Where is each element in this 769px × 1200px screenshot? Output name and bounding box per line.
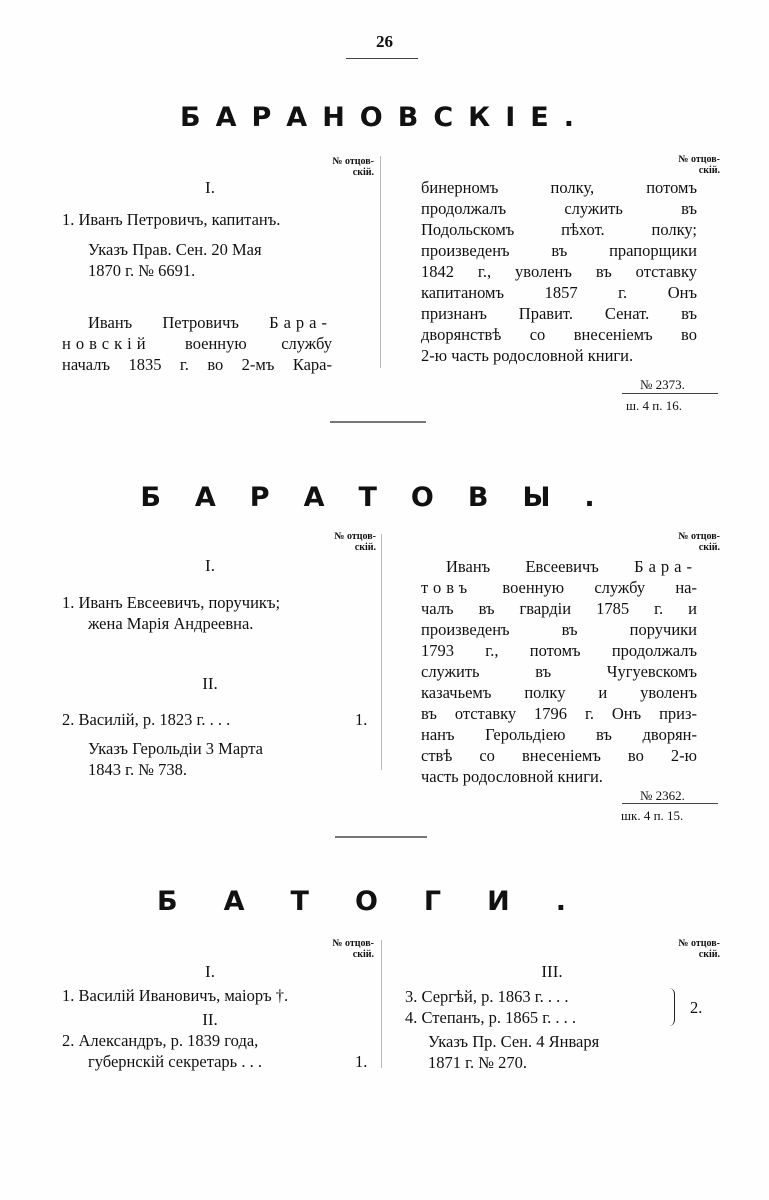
- person-entry: 3. Сергѣй, р. 1863 г. . . .: [405, 987, 569, 1006]
- decree-line: Указъ Герольдіи 3 Марта: [88, 739, 263, 758]
- bio-line: капитаномъ 1857 г. Онъ: [421, 283, 697, 302]
- bio-line: нанъ Герольдіею въ дворян-: [421, 725, 697, 744]
- column-header: № отцов- скій.: [678, 154, 720, 176]
- generation-numeral: I.: [205, 556, 215, 575]
- column-divider: [381, 534, 382, 770]
- family-heading: БАТОГИ.: [157, 886, 612, 917]
- section-divider: [330, 421, 426, 423]
- decree-line: 1870 г. № 6691.: [88, 261, 196, 280]
- archive-number: № 2362.: [640, 788, 685, 803]
- person-entry: 1. Иванъ Евсеевичъ, поручикъ;: [62, 593, 281, 612]
- decree-line: 1871 г. № 270.: [428, 1053, 528, 1072]
- right-column-text: [421, 177, 697, 345]
- archive-rule: [622, 803, 718, 804]
- bio-line: продолжалъ служить въ: [421, 199, 697, 218]
- father-reference: 1.: [355, 1052, 368, 1071]
- bio-line: ствѣ со внесеніемъ во 2-ю: [421, 746, 697, 765]
- bio-line: новскій военную службу: [62, 334, 332, 353]
- bio-line: часть родословной книги.: [421, 767, 603, 786]
- bio-line: началъ 1835 г. во 2-мъ Кара-: [62, 355, 332, 374]
- section-divider: [335, 836, 427, 838]
- column-header: № отцов- скій.: [678, 531, 720, 553]
- archive-number: № 2373.: [640, 377, 685, 392]
- bio-line: Иванъ Евсеевичъ Бара-: [446, 557, 697, 576]
- column-header: № отцов- скій.: [678, 938, 720, 960]
- person-entry: 2. Александръ, р. 1839 года,: [62, 1031, 259, 1050]
- shelf-reference: ш. 4 п. 16.: [626, 398, 682, 413]
- bio-line: товъ военную службу на-: [421, 578, 697, 597]
- bio-line: 1793 г., потомъ продолжалъ: [421, 641, 697, 660]
- father-reference: 2.: [690, 998, 703, 1017]
- bio-line: чалъ въ гвардіи 1785 г. и: [421, 599, 697, 618]
- right-column-text: [421, 598, 697, 766]
- father-reference: 1.: [355, 710, 368, 729]
- bio-line: дворянствѣ со внесеніемъ во: [421, 325, 697, 344]
- bio-line: произведенъ въ прапорщики: [421, 241, 697, 260]
- person-entry: жена Марія Андреевна.: [88, 614, 254, 633]
- bio-line: Иванъ Петровичъ Бара-: [88, 313, 332, 332]
- column-divider: [381, 940, 382, 1068]
- page-number: 26: [376, 32, 393, 51]
- generation-numeral: III.: [541, 962, 563, 981]
- bio-line: признанъ Правит. Сенат. въ: [421, 304, 697, 323]
- bio-line: бинерномъ полку, потомъ: [421, 178, 697, 197]
- archive-rule: [622, 393, 718, 394]
- generation-numeral: I.: [205, 178, 215, 197]
- family-heading: БАРАНОВСКІЕ.: [180, 102, 589, 133]
- column-header: № отцов- скій.: [332, 938, 374, 960]
- bio-line: служить въ Чугуевскомъ: [421, 662, 697, 681]
- generation-numeral: I.: [205, 962, 215, 981]
- generation-numeral: II.: [202, 674, 218, 693]
- bio-line: въ отставку 1796 г. Онъ приз-: [421, 704, 697, 723]
- decree-line: Указъ Прав. Сен. 20 Мая: [88, 240, 262, 259]
- grouping-brace: [668, 988, 675, 1026]
- family-heading: БАРАТОВЫ.: [140, 482, 629, 513]
- column-header: № отцов- скій.: [334, 531, 376, 553]
- person-entry: 1. Иванъ Петровичъ, капитанъ.: [62, 210, 281, 229]
- bio-line: казачьемъ полку и уволенъ: [421, 683, 697, 702]
- page-number-rule: [346, 58, 418, 59]
- bio-line: 2-ю часть родословной книги.: [421, 346, 634, 365]
- bio-line: произведенъ въ поручики: [421, 620, 697, 639]
- generation-numeral: II.: [202, 1010, 218, 1029]
- shelf-reference: шк. 4 п. 15.: [621, 808, 684, 823]
- person-entry: 1. Василій Ивановичъ, маіоръ †.: [62, 986, 289, 1005]
- decree-line: 1843 г. № 738.: [88, 760, 188, 779]
- column-header: № отцов- скій.: [332, 156, 374, 178]
- person-entry: губернскій секретарь . . .: [88, 1052, 262, 1071]
- person-entry: 2. Василій, р. 1823 г. . . .: [62, 710, 231, 729]
- bio-line: Подольскомъ пѣхот. полку;: [421, 220, 697, 239]
- decree-line: Указъ Пр. Сен. 4 Января: [428, 1032, 600, 1051]
- bio-line: 1842 г., уволенъ въ отставку: [421, 262, 697, 281]
- column-divider: [380, 156, 381, 368]
- person-entry: 4. Степанъ, р. 1865 г. . . .: [405, 1008, 576, 1027]
